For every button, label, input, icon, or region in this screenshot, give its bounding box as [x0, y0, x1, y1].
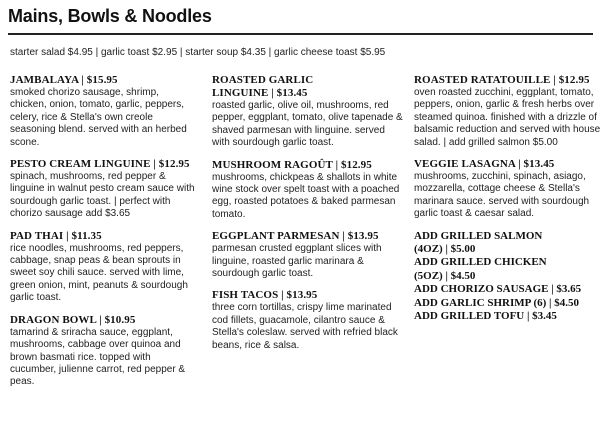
page-title: Mains, Bowls & Noodles — [8, 6, 212, 26]
menu-column-1 — [10, 74, 198, 398]
menu-item — [414, 74, 600, 149]
menu-item-description: roasted garlic, olive oil, mushrooms, red pepper, eggplant, tomato, olive tapenade & shaved parmesan with linguine. served with sourdough garlic toast. — [212, 100, 403, 149]
menu-column-3 — [414, 74, 600, 324]
addon-item: ADD GRILLED TOFU | $3.45 — [414, 310, 557, 323]
menu-item-description: rice noodles, mushrooms, red peppers, cabbage, snap peas & bean sprouts in sweet soy chili sauce. served with lime, green onion, mint, peanuts & sourdough garlic toast. — [10, 242, 188, 304]
menu-item-description: spinach, mushrooms, red pepper & linguine in walnut pesto cream sauce with sourdough garlic toast. | perfect with chorizo sausage add $3.65 — [10, 171, 195, 220]
menu-item-name: ROASTED GARLIC LINGUINE | $13.45 — [212, 74, 314, 99]
menu-item-name: FISH TACOS | $13.95 — [212, 289, 318, 302]
menu-item — [212, 230, 404, 280]
menu-item-description: tamarind & sriracha sauce, eggplant, mushrooms, cabbage over quinoa and brown basmati rice. topped with cucumber, julienne carrot, red pepper & peas. — [10, 326, 186, 388]
menu-item — [10, 230, 198, 305]
menu-item-name: PESTO CREAM LINGUINE | $12.95 — [10, 158, 190, 171]
menu-column-2 — [212, 74, 404, 361]
sides-price-line: starter salad $4.95 | garlic toast $2.95 | starter soup $4.35 | garlic cheese toast $5.95 — [10, 47, 386, 58]
menu-item-name: EGGPLANT PARMESAN | $13.95 — [212, 230, 379, 243]
menu-item — [212, 74, 404, 150]
menu-item-name: ROASTED RATATOUILLE | $12.95 — [414, 74, 590, 86]
menu-item-description: mushrooms, chickpeas & shallots in white wine stock over spelt toast with a poached egg, roasted potatoes & baked parmesan tomato. — [212, 171, 400, 220]
menu-item — [212, 289, 404, 352]
menu-item — [10, 314, 198, 389]
addon-item: ADD CHORIZO SAUSAGE | $3.65 — [414, 283, 582, 296]
menu-item-name: JAMBALAYA | $15.95 — [10, 74, 118, 86]
menu-item-name: PAD THAI | $11.35 — [10, 229, 102, 242]
menu-item — [10, 74, 198, 149]
menu-item-name: DRAGON BOWL | $10.95 — [10, 313, 136, 326]
menu-item-name: VEGGIE LASAGNA | $13.45 — [414, 158, 555, 171]
addon-item: ADD GARLIC SHRIMP (6) | $4.50 — [414, 296, 579, 309]
menu-item — [10, 158, 198, 221]
addon-item: ADD GRILLED CHICKEN (5OZ) | $4.50 — [414, 256, 547, 282]
addon-item: ADD GRILLED SALMON (4OZ) | $5.00 — [414, 229, 543, 256]
addon-list — [414, 230, 600, 324]
menu-item-description: three corn tortillas, crispy lime marinated cod fillets, guacamole, cilantro sauce & Stella's coleslaw. served with refried black beans, rice & salsa. — [212, 302, 398, 351]
menu-item-name: MUSHROOM RAGOÛT | $12.95 — [212, 158, 372, 171]
menu-item-description: smoked chorizo sausage, shrimp, chicken, onion, tomato, garlic, peppers, celery, rice & Stella's own creole seasoning blend. served with an herbed scone. — [10, 87, 187, 148]
title-divider — [8, 33, 593, 35]
menu-item — [212, 159, 404, 222]
menu-item-description: parmesan crusted eggplant slices with linguine, roasted garlic marinara & sourdough garlic toast. — [212, 243, 382, 280]
menu-item — [414, 158, 600, 221]
menu-item-description: mushrooms, zucchini, spinach, asiago, mozzarella, cottage cheese & Stella's marinara sauce. served with sourdough garlic toast & caesar salad. — [414, 171, 590, 220]
menu-item-description: oven roasted zucchini, eggplant, tomato, peppers, onion, garlic & fresh herbs over steamed quinoa. finished with a drizzle of balsamic reduction and served with house salad. | add grilled salmon $5.00 — [414, 87, 600, 148]
